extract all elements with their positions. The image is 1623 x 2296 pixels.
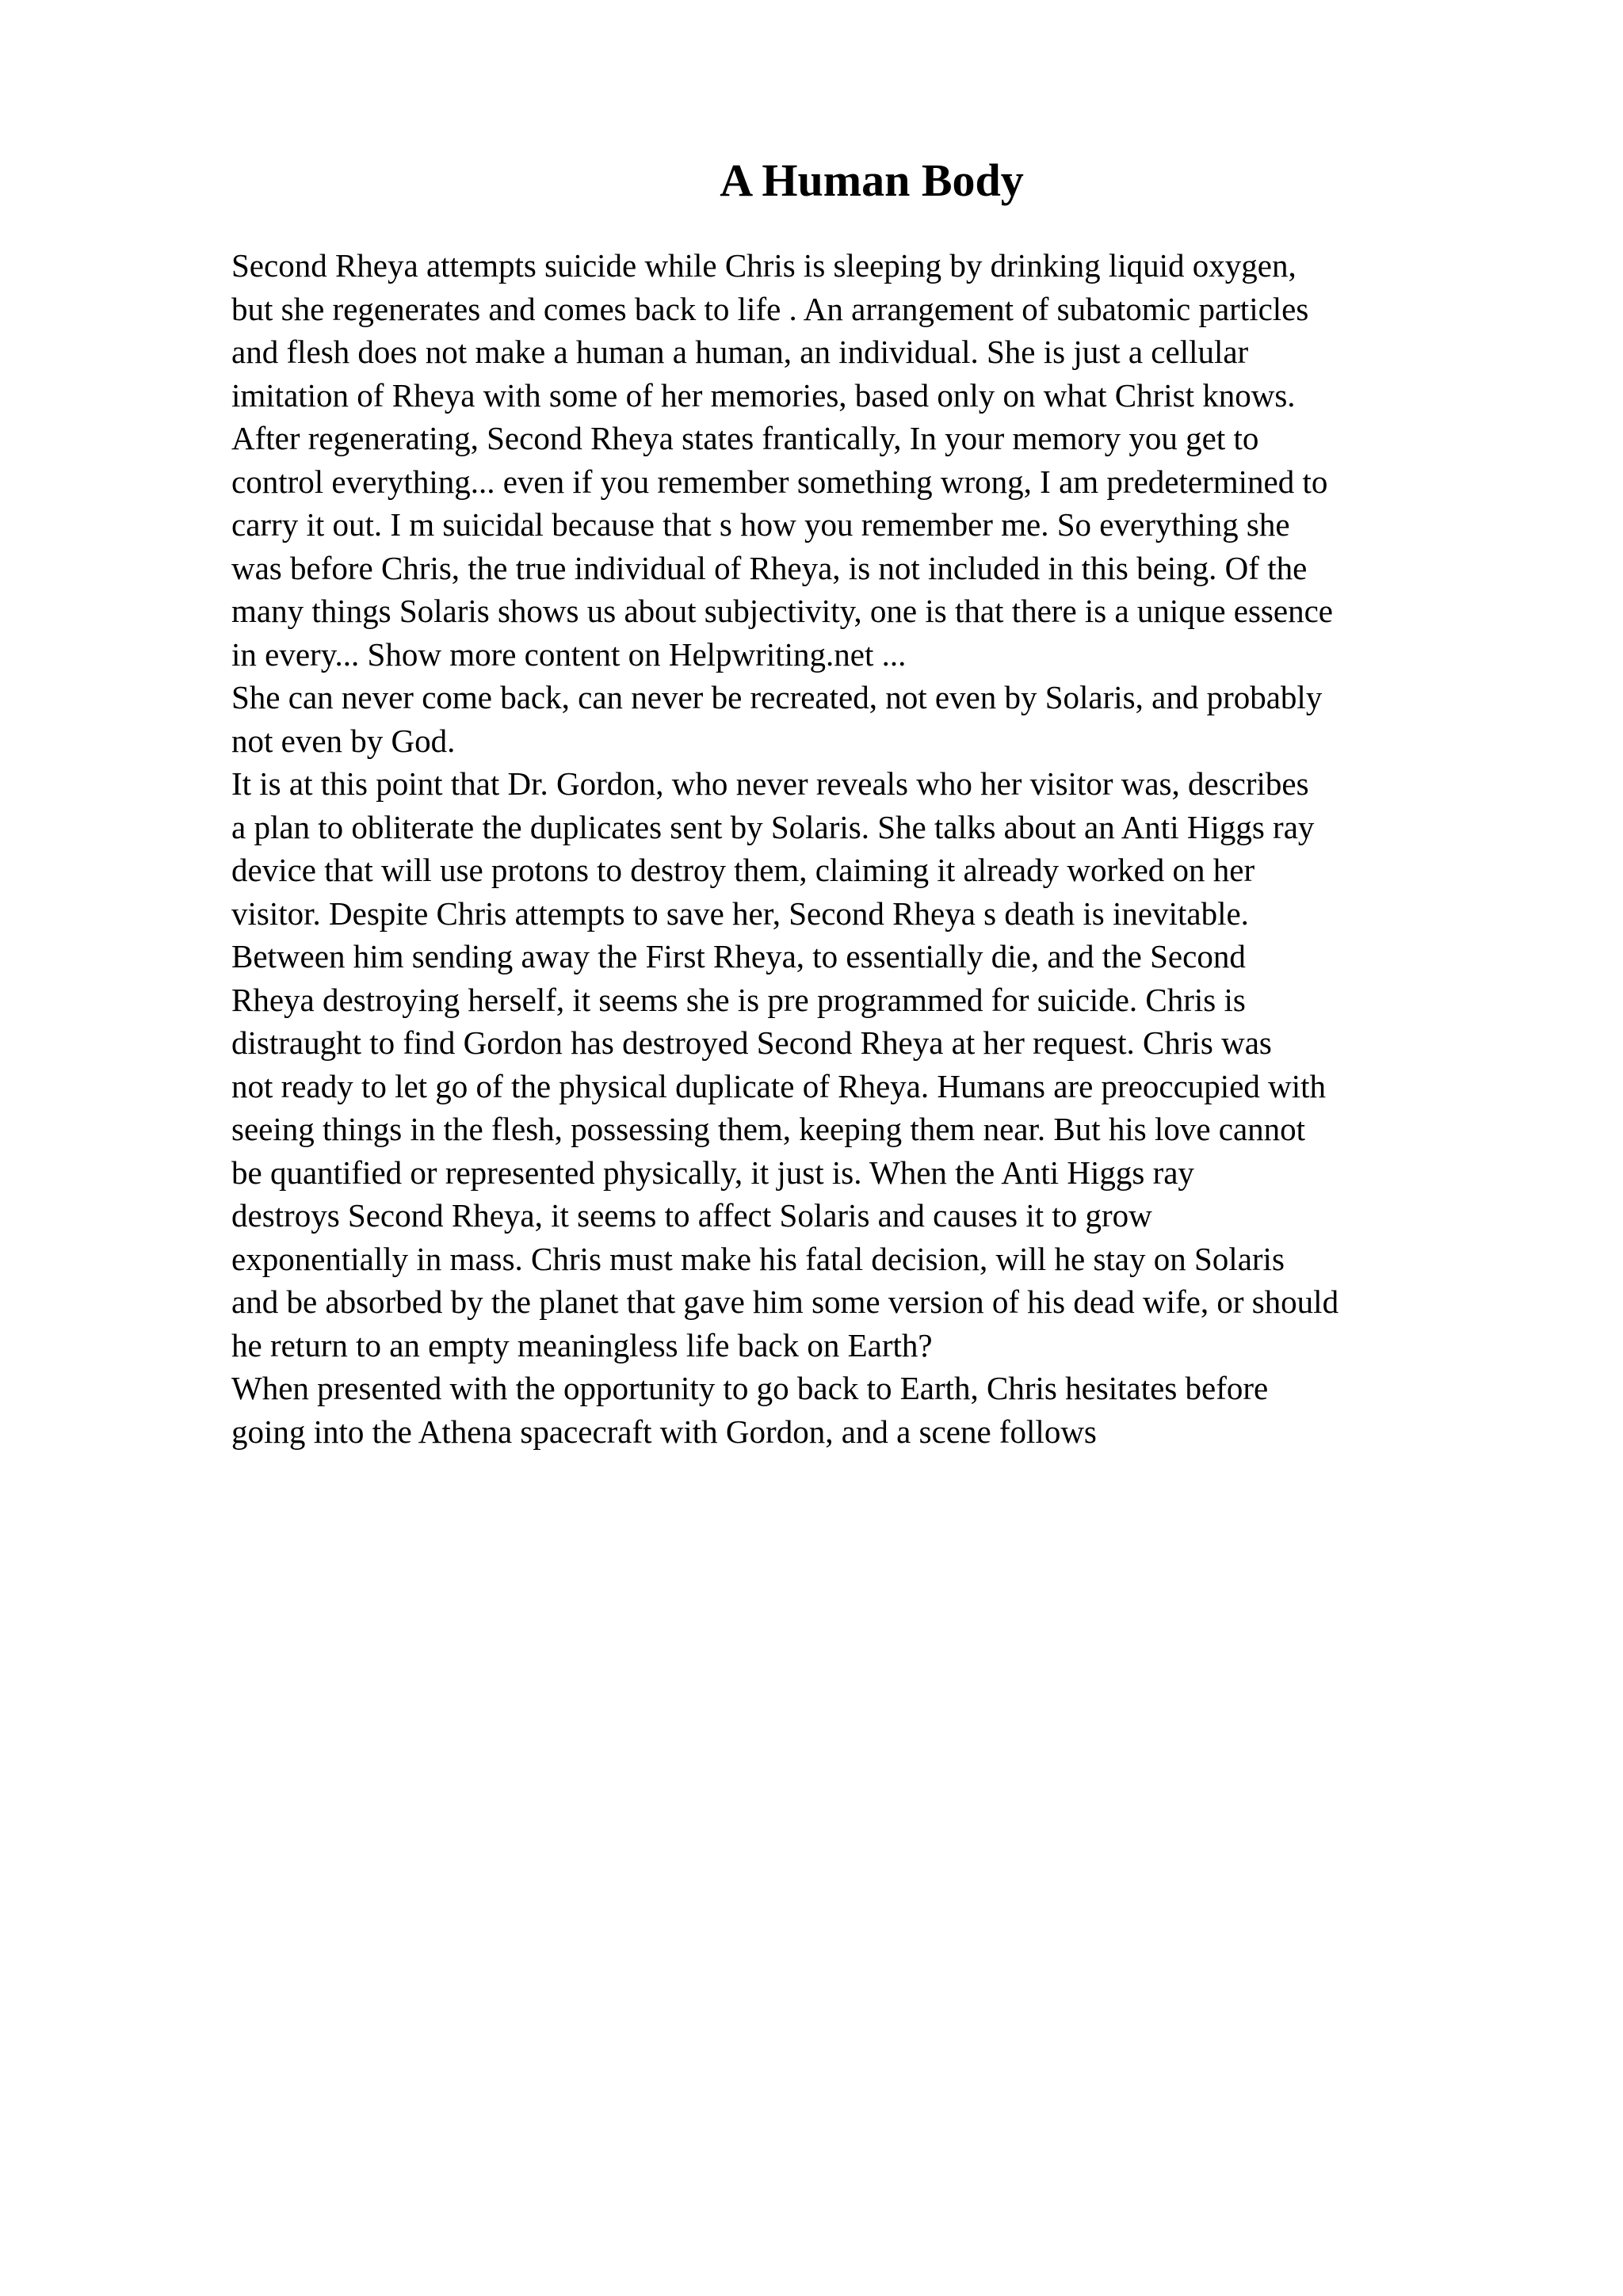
text-line: Between him sending away the First Rheya, to essentially die, and the Second — [231, 938, 1246, 974]
text-line: and be absorbed by the planet that gave him some version of his dead wife, or should — [231, 1283, 1339, 1320]
text-line: exponentially in mass. Chris must make his fatal decision, will he stay on Solaris — [231, 1240, 1285, 1277]
text-line: After regenerating, Second Rheya states frantically, In your memory you get to — [231, 420, 1259, 456]
text-line: going into the Athena spacecraft with Gordon, and a scene follows — [231, 1413, 1097, 1450]
text-line: She can never come back, can never be recreated, not even by Solaris, and probably — [231, 679, 1323, 715]
text-line: visitor. Despite Chris attempts to save her, Second Rheya s death is inevitable. — [231, 894, 1249, 932]
text-line: many things Solaris shows us about subjectivity, one is that there is a unique essence — [231, 593, 1333, 629]
text-line: device that will use protons to destroy them, claiming it already worked on her — [231, 852, 1255, 888]
text-line: carry it out. I m suicidal because that s how you remember me. So everything she — [231, 506, 1290, 543]
text-line: not ready to let go of the physical duplicate of Rheya. Humans are preoccupied with — [231, 1067, 1327, 1104]
text-line: Rheya destroying herself, it seems she is pre programmed for suicide. Chris is — [231, 981, 1246, 1018]
text-line: control everything... even if you remember something wrong, I am predetermined to — [231, 463, 1328, 500]
text-line: seeing things in the flesh, possessing them, keeping them near. But his love cannot — [231, 1111, 1306, 1147]
text-line: was before Chris, the true individual of Rheya, is not included in this being. Of the — [231, 549, 1308, 586]
text-line: and flesh does not make a human a human, an individual. She is just a cellular — [231, 334, 1249, 370]
text-line: Second Rheya attempts suicide while Chris is sleeping by drinking liquid oxygen, — [231, 247, 1296, 284]
text-line: in every... Show more content on Helpwriting.net ... — [231, 635, 907, 673]
text-line: a plan to obliterate the duplicates sent by Solaris. She talks about an Anti Higgs ray — [231, 808, 1315, 845]
text-line: but she regenerates and comes back to life . An arrangement of subatomic particles — [231, 290, 1309, 327]
text-line: When presented with the opportunity to go back to Earth, Chris hesitates before — [231, 1370, 1269, 1406]
text-line: distraught to find Gordon has destroyed Second Rheya at her request. Chris was — [231, 1024, 1272, 1061]
document-body — [231, 244, 1499, 1453]
text-line: imitation of Rheya with some of her memories, based only on what Christ knows. — [231, 376, 1296, 414]
text-line: It is at this point that Dr. Gordon, who never reveals who her visitor was, describes — [231, 765, 1309, 802]
text-line: destroys Second Rheya, it seems to affect Solaris and causes it to grow — [231, 1197, 1152, 1234]
text-line: be quantified or represented physically, it just is. When the Anti Higgs ray — [231, 1154, 1194, 1191]
text-line: he return to an empty meaningless life back on Earth? — [231, 1326, 933, 1363]
document-title: A Human Body — [720, 154, 1024, 206]
text-line: not even by God. — [231, 722, 456, 759]
